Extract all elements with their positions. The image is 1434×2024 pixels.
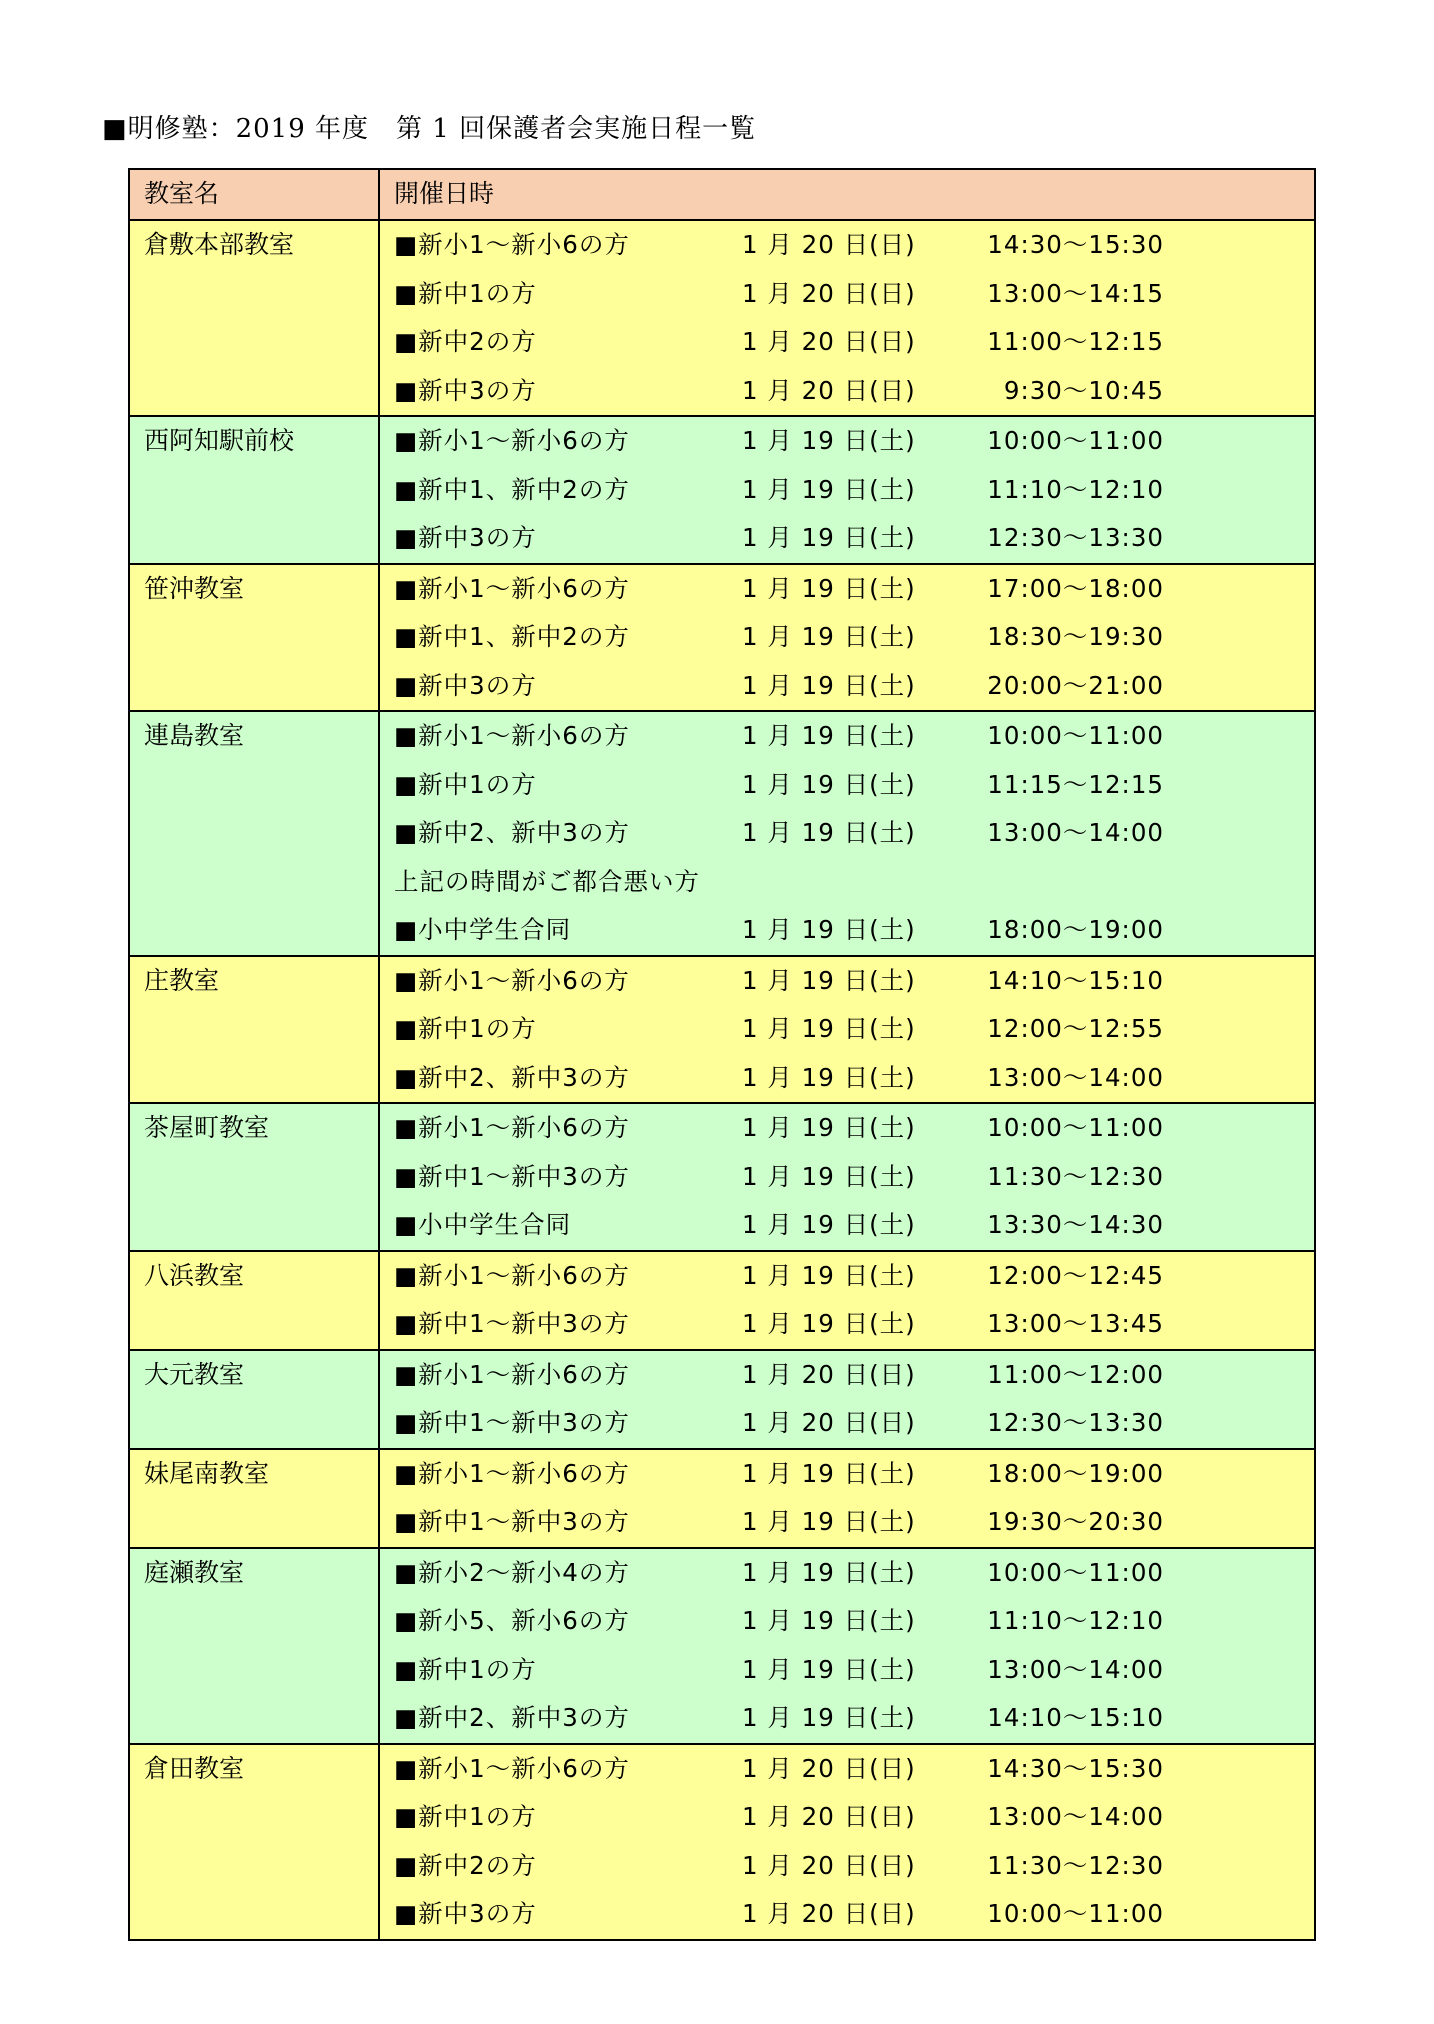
session-line (380, 1153, 1314, 1202)
session-date: 1 月 19 日(土) (742, 1458, 916, 1488)
table-row (129, 564, 1315, 712)
session-date: 1 月 20 日(日) (742, 1359, 916, 1389)
session-date: 1 月 19 日(土) (742, 721, 916, 750)
session-line (380, 1351, 1314, 1400)
session-line (380, 1549, 1314, 1598)
session-time: 11:15～12:15 (987, 769, 1164, 799)
session-grade: ■新小1～新小6の方 (394, 1113, 630, 1142)
session-time: 17:00～18:00 (987, 573, 1164, 603)
session-grade: ■新中1～新中3の方 (394, 1161, 630, 1191)
session-grade: ■小中学生合同 (394, 1210, 572, 1239)
session-line (380, 1646, 1314, 1695)
session-date: 1 月 19 日(土) (742, 1014, 916, 1043)
session-line (380, 270, 1314, 319)
session-line (380, 1793, 1314, 1842)
session-line (380, 957, 1314, 1006)
classroom-name: 倉敷本部教室 (129, 220, 379, 416)
session-time: 13:00～14:00 (987, 818, 1164, 847)
session-time: 18:00～19:00 (987, 915, 1164, 944)
session-list (379, 1103, 1315, 1251)
session-line (380, 809, 1314, 858)
session-date: 1 月 19 日(土) (742, 622, 916, 651)
session-line (380, 221, 1314, 270)
session-date: 1 月 20 日(日) (742, 375, 916, 405)
session-line (380, 1890, 1314, 1939)
session-line (380, 318, 1314, 367)
classroom-name: 茶屋町教室 (129, 1103, 379, 1251)
session-time: 11:10～12:10 (987, 1606, 1164, 1635)
session-time: 11:10～12:10 (987, 474, 1164, 504)
session-line (380, 613, 1314, 662)
session-time: 11:00～12:00 (987, 1359, 1164, 1389)
session-line (380, 1201, 1314, 1250)
session-date: 1 月 20 日(日) (742, 1850, 916, 1880)
session-date: 1 月 19 日(土) (742, 818, 916, 847)
session-grade: ■新中3の方 (394, 1899, 537, 1928)
session-time: 10:00～11:00 (987, 721, 1164, 750)
session-list (379, 220, 1315, 416)
session-line (380, 1597, 1314, 1646)
session-time: 11:30～12:30 (987, 1161, 1164, 1191)
session-time: 9:30～10:45 (1003, 375, 1164, 405)
session-grade: ■新小1～新小6の方 (394, 1753, 630, 1783)
session-date: 1 月 19 日(土) (742, 915, 916, 944)
session-line (380, 417, 1314, 466)
session-time: 11:30～12:30 (987, 1850, 1164, 1880)
session-time: 12:00～12:55 (987, 1014, 1164, 1043)
table-row (129, 1103, 1315, 1251)
session-grade: ■新中1～新中3の方 (394, 1408, 630, 1437)
header-datetime: 開催日時 (379, 169, 1315, 220)
classroom-name: 庄教室 (129, 956, 379, 1104)
session-date: 1 月 19 日(土) (742, 1113, 916, 1142)
session-time: 19:30～20:30 (987, 1507, 1164, 1536)
session-list (379, 711, 1315, 956)
session-date: 1 月 19 日(土) (742, 1654, 916, 1684)
table-row (129, 711, 1315, 956)
session-line (380, 565, 1314, 614)
session-line (380, 1300, 1314, 1349)
session-list (379, 1744, 1315, 1940)
table-row (129, 956, 1315, 1104)
session-grade: ■新小1～新小6の方 (394, 1458, 630, 1488)
page-title: ■明修塾：2019 年度 第 1 回保護者会実施日程一覧 (102, 114, 757, 144)
session-time: 12:30～13:30 (987, 1408, 1164, 1437)
session-time: 13:30～14:30 (987, 1210, 1164, 1239)
session-grade: ■新小1～新小6の方 (394, 965, 630, 995)
session-date: 1 月 19 日(土) (742, 670, 916, 700)
classroom-name: 連島教室 (129, 711, 379, 956)
schedule-table (128, 168, 1316, 1941)
table-row (129, 1350, 1315, 1449)
table-row (129, 1548, 1315, 1744)
session-line (380, 906, 1314, 955)
session-grade: ■新中2の方 (394, 1850, 537, 1880)
session-grade: ■新中1～新中3の方 (394, 1309, 630, 1338)
classroom-name: 倉田教室 (129, 1744, 379, 1940)
table-row (129, 1449, 1315, 1548)
session-list (379, 564, 1315, 712)
table-header-row (129, 169, 1315, 220)
session-time: 10:00～11:00 (987, 426, 1164, 455)
session-date: 1 月 19 日(土) (742, 1703, 916, 1732)
session-date: 1 月 19 日(土) (742, 1606, 916, 1635)
session-date: 1 月 20 日(日) (742, 1753, 916, 1783)
session-grade: ■新中2の方 (394, 327, 537, 356)
session-date: 1 月 19 日(土) (742, 1210, 916, 1239)
session-grade: ■新中1の方 (394, 769, 537, 799)
session-list (379, 1350, 1315, 1449)
classroom-name: 笹沖教室 (129, 564, 379, 712)
session-date: 1 月 19 日(土) (742, 1062, 916, 1092)
session-time: 13:00～14:00 (987, 1654, 1164, 1684)
session-date: 1 月 19 日(土) (742, 1309, 916, 1338)
session-grade: ■新中2、新中3の方 (394, 1703, 630, 1732)
session-line (380, 662, 1314, 711)
session-grade: ■小中学生合同 (394, 915, 572, 944)
session-date: 1 月 19 日(土) (742, 474, 916, 504)
session-grade: ■新中3の方 (394, 670, 537, 700)
session-line (380, 761, 1314, 810)
session-time: 14:10～15:10 (987, 1703, 1164, 1732)
session-grade: ■新中2、新中3の方 (394, 818, 630, 847)
session-date: 1 月 20 日(日) (742, 1408, 916, 1437)
session-grade: ■新小1～新小6の方 (394, 721, 630, 750)
classroom-name: 妹尾南教室 (129, 1449, 379, 1548)
session-list (379, 1251, 1315, 1350)
session-line (380, 367, 1314, 416)
table-row (129, 1251, 1315, 1350)
session-time: 10:00～11:00 (987, 1113, 1164, 1142)
session-grade: ■新中1の方 (394, 1654, 537, 1684)
session-line (380, 1498, 1314, 1547)
session-time: 12:00～12:45 (987, 1260, 1164, 1290)
classroom-name: 八浜教室 (129, 1251, 379, 1350)
classroom-name: 庭瀬教室 (129, 1548, 379, 1744)
session-line (380, 1399, 1314, 1448)
session-date: 1 月 20 日(日) (742, 230, 916, 259)
session-date: 1 月 20 日(日) (742, 1899, 916, 1928)
session-list (379, 956, 1315, 1104)
session-line (380, 514, 1314, 563)
session-time: 13:00～14:15 (987, 278, 1164, 308)
session-line (380, 1005, 1314, 1054)
session-grade: ■新中1の方 (394, 278, 537, 308)
session-line (380, 466, 1314, 515)
session-date: 1 月 19 日(土) (742, 1161, 916, 1191)
session-grade: ■新小1～新小6の方 (394, 1359, 630, 1389)
session-list (379, 416, 1315, 564)
session-line (380, 1104, 1314, 1153)
session-line (380, 1842, 1314, 1891)
session-time: 12:30～13:30 (987, 523, 1164, 552)
session-time: 13:00～14:00 (987, 1802, 1164, 1831)
session-date: 1 月 19 日(土) (742, 1260, 916, 1290)
session-line (380, 1054, 1314, 1103)
session-line (380, 1252, 1314, 1301)
session-time: 11:00～12:15 (987, 327, 1164, 356)
session-date: 1 月 20 日(日) (742, 327, 916, 356)
session-time: 18:30～19:30 (987, 622, 1164, 651)
session-grade: ■新中3の方 (394, 375, 537, 405)
session-grade: ■新小1～新小6の方 (394, 426, 630, 455)
session-grade: ■新小5、新小6の方 (394, 1606, 630, 1635)
session-grade: ■新中1～新中3の方 (394, 1507, 630, 1536)
table-row (129, 220, 1315, 416)
session-time: 10:00～11:00 (987, 1557, 1164, 1587)
session-time: 14:30～15:30 (987, 230, 1164, 259)
session-time: 14:10～15:10 (987, 965, 1164, 995)
session-grade: ■新小1～新小6の方 (394, 573, 630, 603)
session-grade: ■新中1、新中2の方 (394, 474, 630, 504)
session-grade: ■新中3の方 (394, 523, 537, 552)
session-line (380, 712, 1314, 761)
schedule-body (129, 220, 1315, 1940)
session-time: 14:30～15:30 (987, 1753, 1164, 1783)
session-date: 1 月 19 日(土) (742, 1557, 916, 1587)
session-time: 18:00～19:00 (987, 1458, 1164, 1488)
classroom-name: 大元教室 (129, 1350, 379, 1449)
session-date: 1 月 19 日(土) (742, 769, 916, 799)
table-row (129, 416, 1315, 564)
session-grade: ■新中1、新中2の方 (394, 622, 630, 651)
session-line (380, 1450, 1314, 1499)
session-grade: ■新中2、新中3の方 (394, 1062, 630, 1092)
session-date: 1 月 19 日(土) (742, 965, 916, 995)
session-date: 1 月 19 日(土) (742, 1507, 916, 1536)
session-line (380, 1694, 1314, 1743)
session-time: 20:00～21:00 (987, 670, 1164, 700)
session-grade: ■新小2～新小4の方 (394, 1557, 630, 1587)
table-row (129, 1744, 1315, 1940)
session-line (380, 1745, 1314, 1794)
session-date: 1 月 20 日(日) (742, 278, 916, 308)
session-grade: 上記の時間がご都合悪い方 (394, 866, 700, 896)
session-time: 13:00～14:00 (987, 1062, 1164, 1092)
session-time: 10:00～11:00 (987, 1899, 1164, 1928)
session-line (380, 858, 1314, 907)
session-date: 1 月 19 日(土) (742, 426, 916, 455)
session-date: 1 月 20 日(日) (742, 1802, 916, 1831)
session-date: 1 月 19 日(土) (742, 523, 916, 552)
session-list (379, 1449, 1315, 1548)
session-grade: ■新小1～新小6の方 (394, 1260, 630, 1290)
session-time: 13:00～13:45 (987, 1309, 1164, 1338)
session-grade: ■新中1の方 (394, 1014, 537, 1043)
session-grade: ■新中1の方 (394, 1802, 537, 1831)
session-grade: ■新小1～新小6の方 (394, 230, 630, 259)
session-date: 1 月 19 日(土) (742, 573, 916, 603)
header-classroom-name: 教室名 (129, 169, 379, 220)
classroom-name: 西阿知駅前校 (129, 416, 379, 564)
session-list (379, 1548, 1315, 1744)
